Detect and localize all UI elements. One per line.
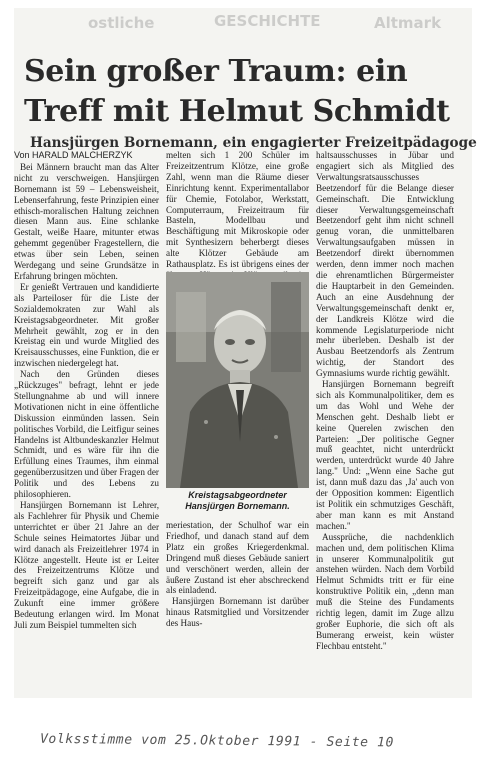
photo-caption: Kreistagsabgeordneter Hansjürgen Bornemann. bbox=[166, 488, 309, 520]
byline: Von HARALD MALCHERZYK bbox=[14, 150, 133, 160]
paragraph: haltsausschusses in Jübar und engagiert sich als Mitglied des Verwaltungsratsausschusses Beetzendorf für die Belange dieser Gemeinschaft. Die Entwicklung dieser Verwaltungsgemeinschaft Beetzendorf geht ihm nicht schnell genug voran, die unmittelbaren Verwaltungsaufgaben müssen in Beetzendorf direkt übernommen werden, denn immer noch machen die ehrenamtlichen Bürgermeister die Hauptarbeit in den Gemeinden. Auch an eine Ausdehnung der Verwaltungsgemeinschaft denkt er, der Landkreis Klötze wird die kommende Legislaturperiode nicht mehr überleben. Deshalb ist der Ausbau Beetzendorfs als Zentrum wichtig, der Standort des Gymnasiums wurde richtig gewählt. bbox=[316, 150, 454, 379]
column-3 bbox=[316, 150, 454, 685]
ghost-word: GESCHICHTE bbox=[214, 12, 321, 30]
paragraph: Aussprüche, die nachdenklich machen und, dem politischen Klima in unserer Kommunalpolitik gut anstehen würden. Nach dem Vorbild Helmut Schmidts tritt er für eine konstruktive Politik ein, „denn man muß die Steine des Fundaments richtig legen, damit im Zuge allzu großer Euphorie, die sich oft als Bumerang erweist, kein wüster Flechbau entsteht." bbox=[316, 531, 454, 651]
column-2-top bbox=[166, 150, 309, 270]
paragraph: Nach den Gründen dieses „Rückzuges" befragt, lehnt er jede Stellungnahme ab und will innere Motivationen nicht in eine öffentliche Diskussion einmünden lassen. Sein politisches Vorbild, die Leitfigur seines Handelns ist Altbundeskanzler Helmut Schmidt, und es wäre für ihn die Erfüllung eines Traumes, ihm einmal gegenüberzusitzen und über Fragen der Politik und des Lebens zu philosophieren. bbox=[14, 369, 159, 500]
paragraph: melten sich 1 200 Schüler im Freizeitzentrum Klötze, eine große Zahl, wenn man die Räume dieser Einrichtung kennt. Experimentallabor für Chemie, Fotolabor, Werkstatt, Computerraum, Freizeitraum für Basteln, Modellbau und Beschäftigung mit Mikroskopie oder mit Synthesizern beherbergt dieses alte Klötzer Gebäude am Rathausplatz. Es ist übrigens eines der bbox=[166, 150, 309, 270]
paragraph: Hansjürgen Bornemann ist darüber hinaus Ratsmitglied und Vorsitzender des Haus- bbox=[166, 596, 309, 629]
paragraph: meriestation, der Schulhof war ein Friedhof, und danach stand auf dem Platz ein großes Kriegerdenkmal. Dringend muß dieses Gebäude saniert und verschönert werden, allein der äußere Zustand ist eher abschreckend als einladend. bbox=[166, 520, 309, 596]
cut-off-header bbox=[14, 8, 472, 32]
paragraph: Er genießt Vertrauen und kandidierte als Parteiloser für die Liste der Sozialdemokraten zur Wahl als Kreistagsabgeordneter. Mit großer Mehrheit gewählt, zog er in den Kreistag ein und wurde Mitglied des Kreisausschusses, eine Funktion, die er inzwischen niedergelegt hat. bbox=[14, 281, 159, 369]
paragraph: Bei Männern braucht man das Alter nicht zu verschweigen. Hansjürgen Bornemann ist 59 – Lebensweisheit, Lebenserfahrung, feste Prinzipien einer ethisch-moralischen Haltung zeichnen diesen Mann aus. Eine schlanke Gestalt, weiße Haare, mitunter etwas gehemmt gegenüber Fragestellern, die etwas über sein Leben, seinen Werdegang und seine Grundsätze in Erfahrung bringen möchten. bbox=[14, 161, 159, 281]
subheadline: Hansjürgen Bornemann, ein engagierter Freizeitpädagoge bbox=[30, 135, 477, 151]
handwritten-source-note: Volksstimme vom 25.Oktober 1991 - Seite 10 bbox=[39, 731, 394, 751]
ghost-word: Altmark bbox=[374, 14, 442, 32]
headline: Sein großer Traum: ein Treff mit Helmut Schmidt bbox=[24, 54, 450, 129]
ghost-word: ostliche bbox=[88, 14, 155, 32]
column-1 bbox=[14, 150, 159, 685]
portrait-image bbox=[166, 272, 309, 488]
paragraph: Hansjürgen Bornemann begreift sich als Kommunalpolitiker, dem es um das Wohl und Wehe der Menschen geht. Deshalb liebt er keine Querelen zwischen den Parteien: „Der politische Gegner muß geachtet, nicht unterdrückt werden, unterdrückt wurde 40 Jahre lang." Und: „Wenn eine Sache gut ist, dann muß dazu das ‚Ja' auch von der Opposition kommen: Eigentlich ist Politik ein schmutziges Geschäft, aber man kann es mit Anstand machen." bbox=[316, 379, 454, 531]
paragraph: Hansjürgen Bornemann ist Lehrer, als Fachlehrer für Physik und Chemie unterrichtet er über 21 Jahre an der Schule seines Heimatortes Jübar und wird danach als Freizeitlehrer 1974 in Klötze angestellt. Heute ist er Leiter des Freizeitzentrums Klötze und begreift sich ganz und gar als Freizeitpädagoge, eine Aufgabe, die in Zukunft eine immer größere Bedeutung erlangen wird. Im Monat Juli zum Beispiel tummelten sich bbox=[14, 500, 159, 630]
column-2-bottom bbox=[166, 520, 309, 686]
portrait-photo bbox=[166, 272, 309, 488]
